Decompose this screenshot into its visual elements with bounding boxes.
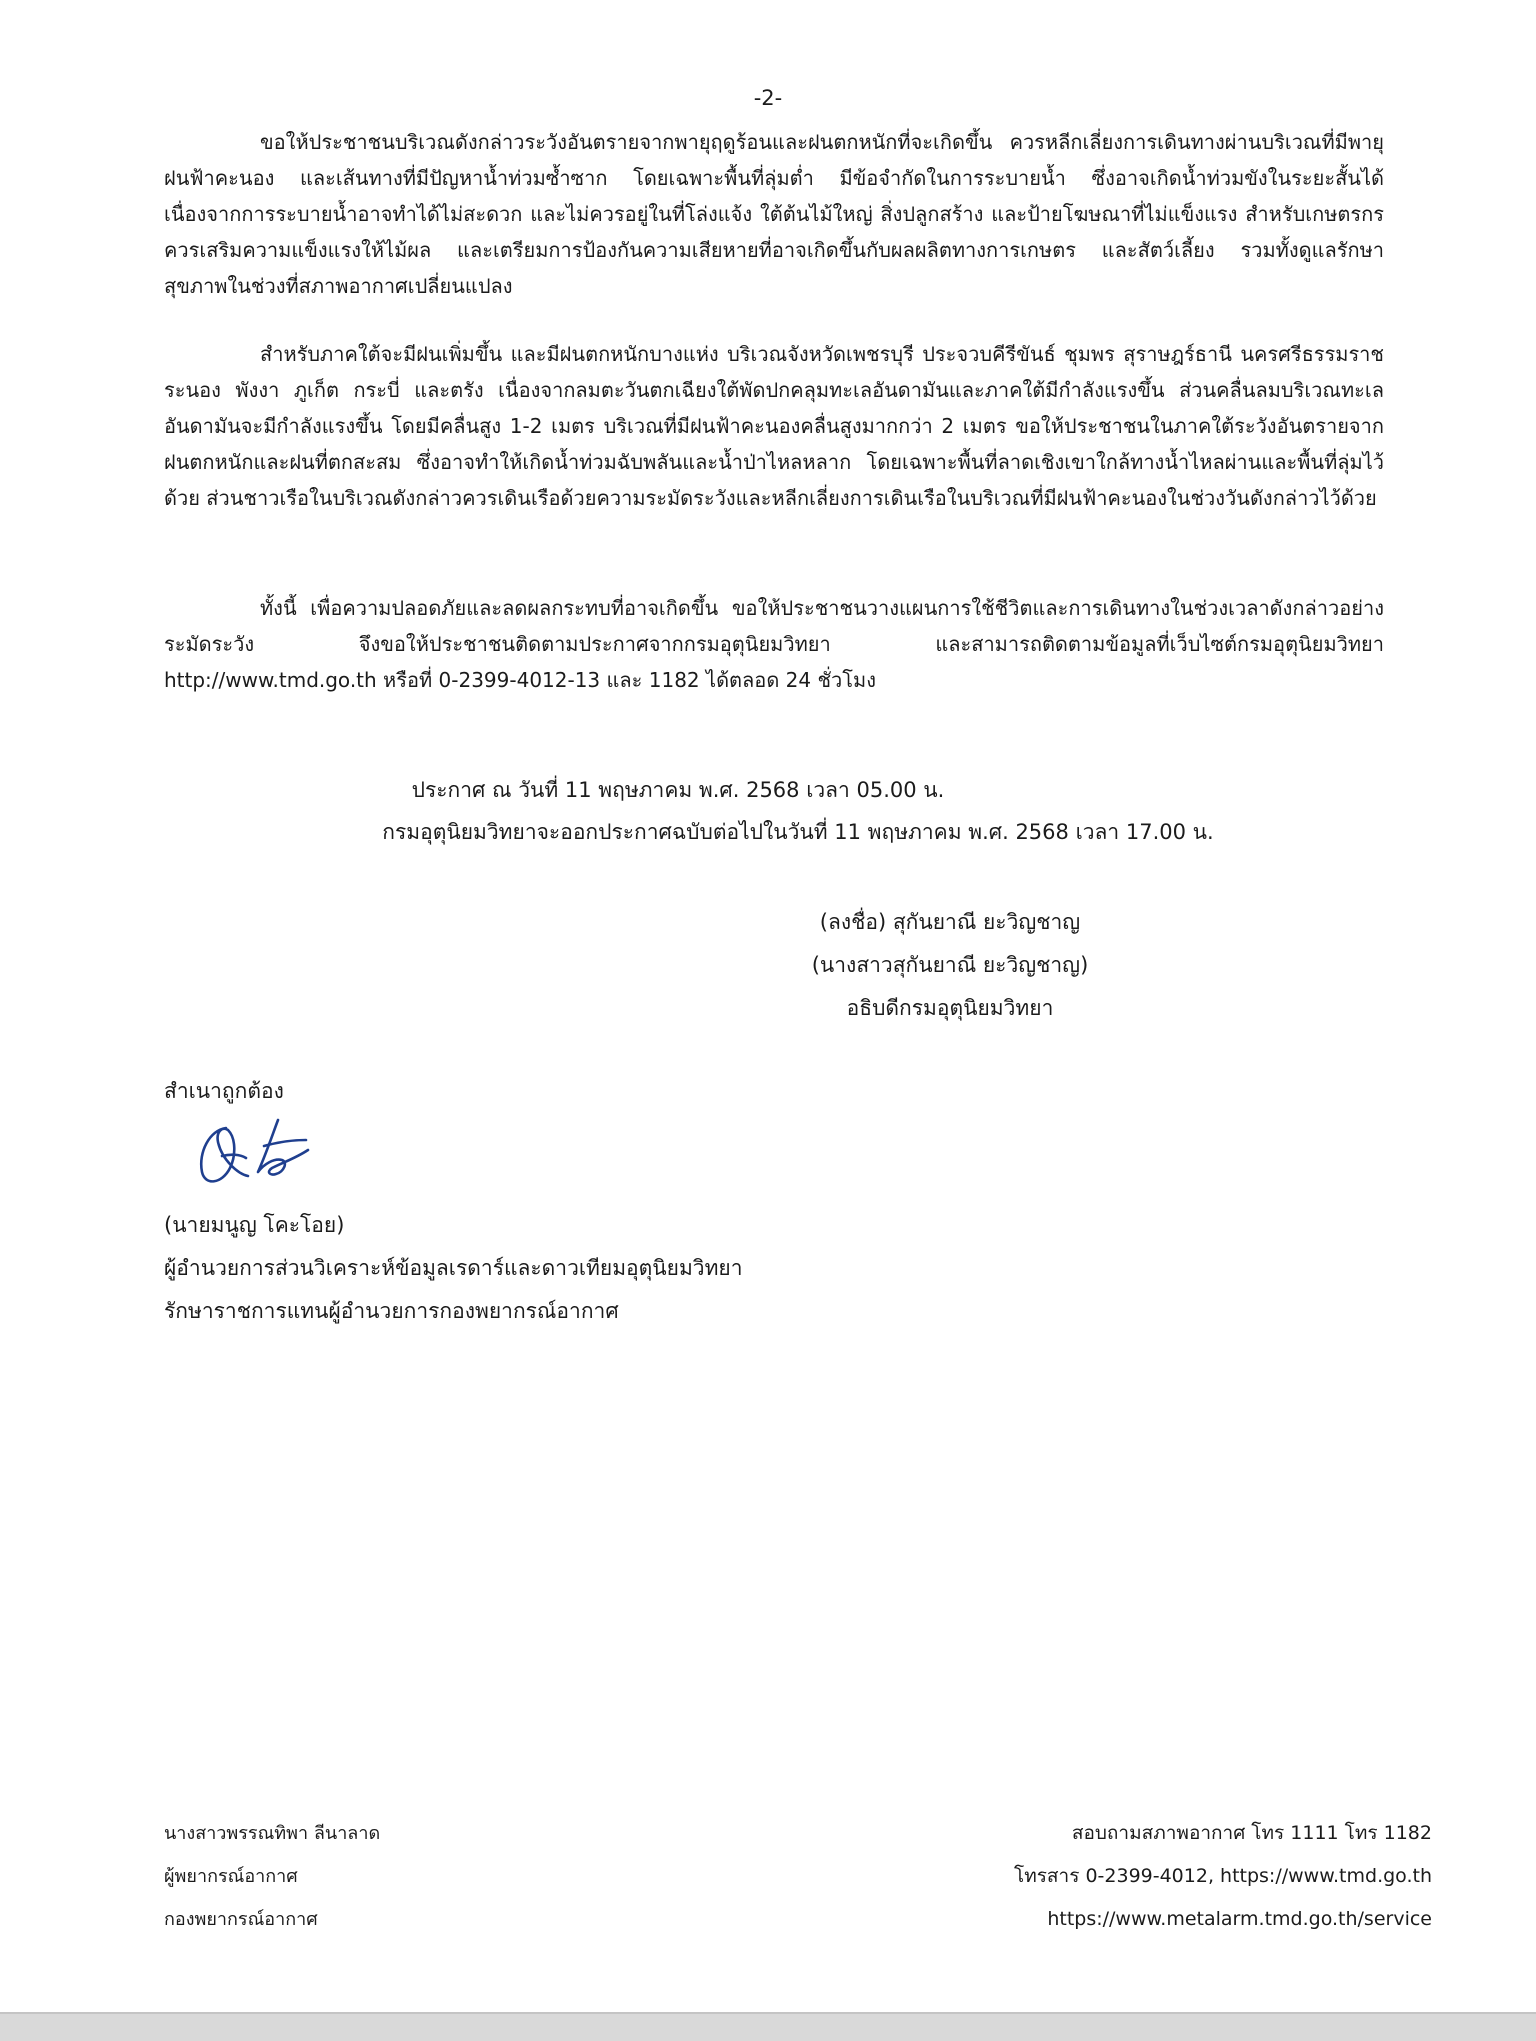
contact-fax-website: โทรสาร 0-2399-4012, https://www.tmd.go.th <box>1014 1865 1432 1887</box>
footer-contact <box>1014 1812 1432 1941</box>
signatory-title: อธิบดีกรมอุตุนิยมวิทยา <box>846 996 1054 1020</box>
paragraph-southern-region: สำหรับภาคใต้จะมีฝนเพิ่มขึ้น และมีฝนตกหนักบางแห่ง บริเวณจังหวัดเพชรบุรี ประจวบคีรีขันธ์ ชุมพร สุราษฎร์ธานี นครศรีธรรมราช ระนอง พังงา ภูเก็ต กระบี่ และตรัง เนื่องจากลมตะวันตกเฉียงใต้พัดปกคลุมทะเลอันดามันและภาคใต้มีกำลังแรงขึ้น ส่วนคลื่นลมบริเวณทะเลอันดามันจะมีกำลังแรงขึ้น โดยมีคลื่นสูง 1-2 เมตร บริเวณที่มีฝนฟ้าคะนองคลื่นสูงมากกว่า 2 เมตร ขอให้ประชาชนในภาคใต้ระวังอันตรายจากฝนตกหนักและฝนที่ตกสะสม ซึ่งอาจทำให้เกิดน้ำท่วมฉับพลันและน้ำป่าไหลหลาก โดยเฉพาะพื้นที่ลาดเชิงเขาใกล้ทางน้ำไหลผ่านและพื้นที่ลุ่มไว้ด้วย ส่วนชาวเรือในบริเวณดังกล่าวควรเดินเรือด้วยความระมัดระวังและหลีกเลี่ยงการเดินเรือในบริเวณที่มีฝนฟ้าคะนองในช่วงวันดังกล่าวไว้ด้วย <box>164 342 1384 510</box>
announcement-date: ประกาศ ณ วันที่ 11 พฤษภาคม พ.ศ. 2568 เวลา 05.00 น. <box>411 778 945 802</box>
certified-copy-label: สำเนาถูกต้อง <box>164 1079 284 1103</box>
next-announcement: กรมอุตุนิยมวิทยาจะออกประกาศฉบับต่อไปในวันที่ 11 พฤษภาคม พ.ศ. 2568 เวลา 17.00 น. <box>382 820 1214 844</box>
forecaster-division: กองพยากรณ์อากาศ <box>164 1909 318 1930</box>
copy-signer-title: ผู้อำนวยการส่วนวิเคราะห์ข้อมูลเรดาร์และดาวเทียมอุตุนิยมวิทยา <box>164 1256 743 1280</box>
signatory-signed: (ลงชื่อ) สุกันยาณี ยะวิญชาญ <box>819 910 1081 934</box>
copy-signer-name: (นายมนูญ โคะโอย) <box>164 1213 345 1237</box>
signatory-name: (นางสาวสุกันยาณี ยะวิญชาญ) <box>811 953 1089 977</box>
contact-inquiry: สอบถามสภาพอากาศ โทร 1111 โทร 1182 <box>1071 1822 1432 1844</box>
handwritten-signature <box>192 1110 322 1192</box>
signatory-block <box>620 901 1280 1030</box>
copy-signer-acting-title: รักษาราชการแทนผู้อำนวยการกองพยากรณ์อากาศ <box>164 1299 619 1323</box>
forecaster-name: นางสาวพรรณทิพา ลีนาลาด <box>164 1823 381 1844</box>
copy-signer-block <box>164 1204 743 1333</box>
forecaster-role: ผู้พยากรณ์อากาศ <box>164 1866 298 1887</box>
page-number: -2- <box>753 86 783 110</box>
contact-service-url: https://www.metalarm.tmd.go.th/service <box>1047 1908 1432 1930</box>
footer-forecaster <box>164 1812 380 1941</box>
viewer-bottom-edge <box>0 2012 1536 2041</box>
paragraph-safety-advice: ทั้งนี้ เพื่อความปลอดภัยและลดผลกระทบที่อาจเกิดขึ้น ขอให้ประชาชนวางแผนการใช้ชีวิตและการเดินทางในช่วงเวลาดังกล่าวอย่างระมัดระวัง จึงขอให้ประชาชนติดตามประกาศจากกรมอุตุนิยมวิทยา และสามารถติดตามข้อมูลที่เว็บไซต์กรมอุตุนิยมวิทยา http://www.tmd.go.th หรือที่ 0-2399-4012-13 และ 1182 ได้ตลอด 24 ชั่วโมง <box>164 596 1384 692</box>
paragraph-storm-warning: ขอให้ประชาชนบริเวณดังกล่าวระวังอันตรายจากพายุฤดูร้อนและฝนตกหนักที่จะเกิดขึ้น ควรหลีกเลี่ยงการเดินทางผ่านบริเวณที่มีพายุฝนฟ้าคะนอง และเส้นทางที่มีปัญหาน้ำท่วมซ้ำซาก โดยเฉพาะพื้นที่ลุ่มต่ำ มีข้อจำกัดในการระบายน้ำ ซึ่งอาจเกิดน้ำท่วมขังในระยะสั้นได้ เนื่องจากการระบายน้ำอาจทำได้ไม่สะดวก และไม่ควรอยู่ในที่โล่งแจ้ง ใต้ต้นไม้ใหญ่ สิ่งปลูกสร้าง และป้ายโฆษณาที่ไม่แข็งแรง สำหรับเกษตรกรควรเสริมความแข็งแรงให้ไม้ผล และเตรียมการป้องกันความเสียหายที่อาจเกิดขึ้นกับผลผลิตทางการเกษตร และสัตว์เลี้ยง รวมทั้งดูแลรักษาสุขภาพในช่วงที่สภาพอากาศเปลี่ยนแปลง <box>164 130 1384 298</box>
